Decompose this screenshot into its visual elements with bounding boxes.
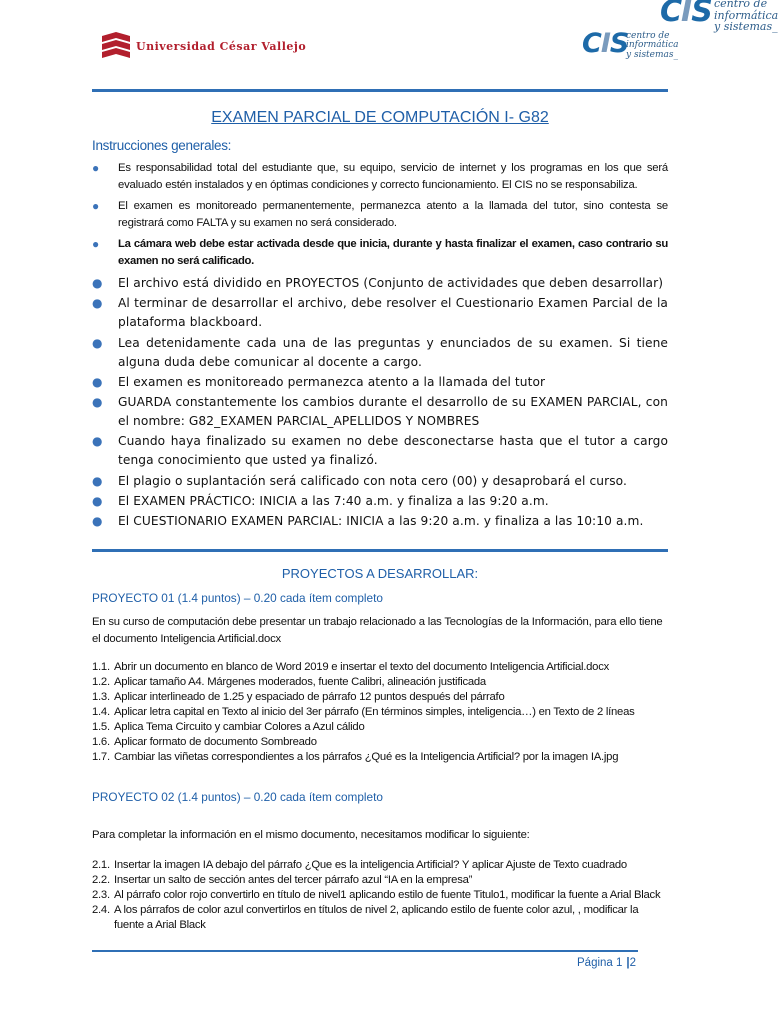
project-02-title: PROYECTO 02 (1.4 puntos) – 0.20 cada ítem completo — [92, 790, 383, 804]
document-title: EXAMEN PARCIAL DE COMPUTACIÓN I- G82 — [211, 109, 549, 126]
project-01-steps — [92, 660, 668, 765]
projects-heading: PROYECTOS A DESARROLLAR: — [281, 566, 479, 581]
bullet-icon: ● — [92, 374, 103, 389]
list-item: ● El examen es monitoreado permanentemente, permanezca atento a la llamada del tutor, sino contesta se registrará como FALTA y su examen no será considerado. — [92, 199, 668, 229]
list-item: ● El examen es monitoreado permanezca atento a la llamada del tutor — [92, 373, 668, 392]
bullet-icon: ● — [92, 276, 103, 290]
list-item: ● Lea detenidamente cada una de las preguntas y enunciados de su examen. Si tiene alguna duda debe comunicar al docente a cargo. — [92, 335, 668, 369]
list-item: ● La cámara web debe estar activada desde que inicia, durante y hasta finalizar el examen, caso contrario su examen no será calificado. — [92, 237, 668, 267]
project-01-intro: En su curso de computación debe presentar un trabajo relacionado a las Tecnologías de la Información, para ello tiene el documento Inteligencia Artificial.docx — [92, 616, 663, 645]
step-item: 2.1. Insertar la imagen IA debajo del párrafo ¿Que es la inteligencia Artificial? Y aplicar Ajuste de Texto cuadrado — [92, 859, 627, 871]
step-item: 2.3. Al párrafo color rojo convertirlo en título de nivel1 aplicando estilo de fuente Titulo1, modificar la fuente a Arial Black — [92, 889, 661, 901]
step-item: 1.2. Aplicar tamaño A4. Márgenes moderados, fuente Calibri, alineación justificada — [92, 676, 486, 688]
ucv-logo — [100, 32, 307, 62]
university-name: Universidad César Vallejo — [136, 40, 307, 53]
bullet-icon: ● — [92, 161, 100, 175]
project-02-intro: Para completar la información en el mismo documento, necesitamos modificar lo siguiente: — [92, 829, 530, 841]
bullet-icon: ● — [92, 237, 99, 251]
header-divider — [92, 89, 668, 92]
step-item: 2.2. Insertar un salto de sección antes del tercer párrafo azul “IA en la empresa” — [92, 874, 473, 886]
project-02-steps — [92, 858, 668, 933]
footer-divider — [92, 950, 638, 952]
list-item: ● Cuando haya finalizado su examen no debe desconectarse hasta que el tutor a cargo tenga conocimiento que usted ya finalizó. — [92, 434, 668, 468]
bullet-icon: ● — [92, 473, 103, 488]
step-item: 1.4. Aplicar letra capital en Texto al inicio del 3er párrafo (En términos simples, inteligencia…) en Texto de 2 líneas — [92, 706, 635, 718]
list-item: ● El plagio o suplantación será calificado con nota cero (00) y desaprobará el curso. — [92, 472, 668, 491]
step-item: 1.6. Aplicar formato de documento Sombreado — [92, 736, 317, 748]
bullet-icon: ● — [92, 514, 103, 529]
list-item: ● GUARDA constantemente los cambios durante el desarrollo de su EXAMEN PARCIAL, con el nombre: G82_EXAMEN PARCIAL_APELLIDOS Y NOMBRES — [92, 395, 668, 429]
project-01-title: PROYECTO 01 (1.4 puntos) – 0.20 cada ítem completo — [92, 591, 383, 605]
cis-mark: CIS — [582, 28, 629, 59]
step-item: 1.5. Aplica Tema Circuito y cambiar Colores a Azul cálido — [92, 721, 365, 733]
bullet-icon: ● — [92, 434, 103, 449]
list-item: ● El CUESTIONARIO EXAMEN PARCIAL: INICIA a las 9:20 a.m. y finaliza a las 10:10 a.m. — [92, 512, 668, 531]
list-item: ● Al terminar de desarrollar el archivo, debe resolver el Cuestionario Examen Parcial de la plataforma blackboard. — [92, 296, 668, 330]
page-number: Página 1 |2 — [577, 957, 637, 969]
bullet-icon: ● — [92, 395, 103, 410]
bullet-icon: ● — [92, 335, 103, 350]
section-divider — [92, 549, 668, 552]
bullet-icon: ● — [92, 494, 103, 509]
bullet-icon: ● — [92, 199, 100, 213]
cis-tagline: centro de informática y sistemas_ — [626, 31, 679, 60]
cis-header-logo — [582, 28, 682, 68]
step-item: 2.4. A los párrafos de color azul convertirlos en títulos de nivel 2, aplicando estilo de fuente color azul, , modificar la fuente a Arial Black — [92, 904, 639, 931]
bullet-icon: ● — [92, 296, 103, 311]
instructions-list — [92, 160, 668, 533]
list-item: ● El EXAMEN PRÁCTICO: INICIA a las 7:40 a.m. y finaliza a las 9:20 a.m. — [92, 492, 668, 511]
cis-tagline: centro de informática y sistemas_ — [714, 0, 778, 34]
step-item: 1.1. Abrir un documento en blanco de Word 2019 e insertar el texto del documento Inteligencia Artificial.docx — [92, 661, 610, 673]
cis-mark: CIS — [660, 0, 712, 29]
list-item: ● Es responsabilidad total del estudiante que, su equipo, servicio de internet y los programas en los que será evaluado estén instalados y en óptimas condiciones y correcto funcionamiento. El CIS no se responsabiliza. — [92, 161, 668, 191]
instructions-heading: Instrucciones generales: — [92, 138, 232, 153]
list-item: ● El archivo está dividido en PROYECTOS (Conjunto de actividades que deben desarrollar) — [92, 274, 668, 293]
ucv-emblem-icon — [100, 32, 132, 60]
step-item: 1.3. Aplicar interlineado de 1.25 y espaciado de párrafo 12 puntos después del párrafo — [92, 691, 505, 703]
step-item: 1.7. Cambiar las viñetas correspondientes a los párrafos ¿Qué es la Inteligencia Artificial? por la imagen IA.jpg — [92, 751, 619, 763]
